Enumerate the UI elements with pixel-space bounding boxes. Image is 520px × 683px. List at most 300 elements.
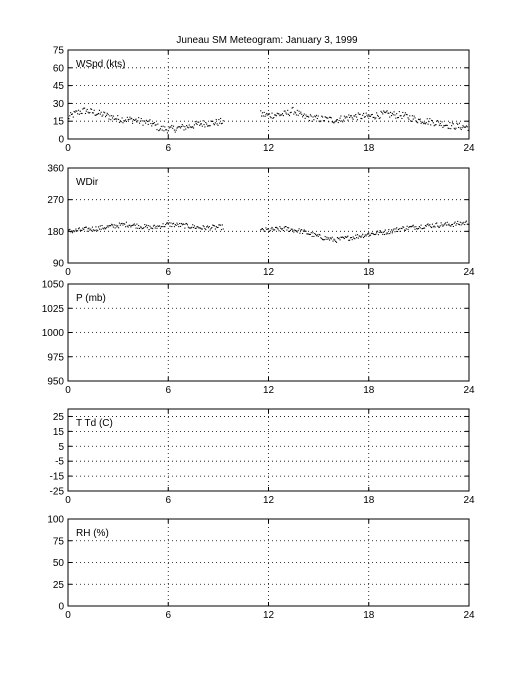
data-point: [154, 225, 155, 226]
data-point: [101, 112, 102, 113]
data-point: [283, 230, 284, 231]
data-point: [310, 234, 311, 235]
data-point: [356, 237, 357, 238]
data-point: [184, 228, 185, 229]
data-point: [137, 228, 138, 229]
data-point: [101, 116, 102, 117]
data-point: [454, 223, 455, 224]
panel-label: WDir: [76, 177, 99, 188]
data-point: [192, 224, 193, 225]
data-point: [148, 124, 149, 125]
data-point: [381, 232, 382, 233]
data-point: [122, 117, 123, 118]
data-point: [368, 233, 369, 234]
data-point: [89, 112, 90, 113]
data-point: [183, 129, 184, 130]
data-point: [394, 228, 395, 229]
data-point: [188, 127, 189, 128]
data-point: [202, 228, 203, 229]
y-tick-label: 1000: [41, 328, 64, 339]
data-point: [310, 114, 311, 115]
data-point: [388, 229, 389, 230]
data-point: [87, 231, 88, 232]
data-point: [408, 119, 409, 120]
data-point: [278, 230, 279, 231]
data-point: [181, 223, 182, 224]
x-tick-label: 18: [363, 267, 375, 278]
data-point: [430, 124, 431, 125]
y-tick-label: 950: [47, 376, 64, 388]
data-point: [396, 227, 397, 228]
data-point: [163, 126, 164, 127]
data-point: [317, 234, 318, 235]
data-point: [222, 224, 223, 225]
data-point: [168, 223, 169, 224]
data-point: [285, 112, 286, 113]
data-point: [469, 224, 470, 225]
data-point: [186, 223, 187, 224]
data-point: [448, 224, 449, 225]
data-point: [106, 227, 107, 228]
data-point: [201, 123, 202, 124]
x-tick-label: 24: [463, 495, 475, 506]
data-point: [298, 230, 299, 231]
data-point: [383, 110, 384, 111]
data-point: [360, 237, 361, 238]
data-point: [109, 115, 110, 116]
data-point: [415, 226, 416, 227]
data-point: [185, 129, 186, 130]
data-point: [293, 114, 294, 115]
data-point: [131, 118, 132, 119]
data-point: [460, 127, 461, 128]
data-point: [99, 110, 100, 111]
x-tick-label: 12: [262, 495, 275, 506]
data-point: [193, 227, 194, 228]
data-point: [68, 116, 69, 117]
data-point: [299, 111, 300, 112]
data-point: [160, 128, 161, 129]
data-point: [400, 231, 401, 232]
x-tick-label: 24: [463, 385, 475, 396]
data-point: [127, 117, 128, 118]
x-tick-label: 6: [165, 143, 172, 154]
data-point: [329, 240, 330, 241]
data-point: [119, 223, 120, 224]
data-point: [282, 113, 283, 114]
data-point: [160, 228, 161, 229]
data-point: [366, 235, 367, 236]
data-point: [88, 228, 89, 229]
data-point: [204, 228, 205, 229]
data-point: [156, 226, 157, 227]
data-point: [106, 115, 107, 116]
data-point: [387, 233, 388, 234]
data-point: [315, 116, 316, 117]
data-point: [394, 111, 395, 112]
data-point: [265, 231, 266, 232]
data-point: [456, 123, 457, 124]
data-point: [220, 225, 221, 226]
data-point: [402, 112, 403, 113]
data-point: [105, 228, 106, 229]
data-point: [120, 225, 121, 226]
data-point: [320, 120, 321, 121]
data-point: [459, 123, 460, 124]
data-point: [351, 237, 352, 238]
data-point: [447, 125, 448, 126]
data-point: [219, 123, 220, 124]
data-point: [195, 121, 196, 122]
data-point: [141, 227, 142, 228]
x-tick-label: 12: [262, 610, 275, 621]
data-point: [98, 113, 99, 114]
data-point: [444, 223, 445, 224]
data-point: [469, 126, 470, 127]
data-point: [467, 126, 468, 127]
data-point: [327, 239, 328, 240]
panel-label: T Td (C): [76, 418, 113, 429]
data-point: [422, 122, 423, 123]
data-point: [303, 115, 304, 116]
data-point: [146, 120, 147, 121]
data-point: [173, 223, 174, 224]
data-point: [385, 230, 386, 231]
data-point: [421, 123, 422, 124]
data-point: [171, 125, 172, 126]
data-point: [462, 223, 463, 224]
data-point: [95, 115, 96, 116]
data-point: [347, 236, 348, 237]
data-point: [122, 122, 123, 123]
data-point: [75, 229, 76, 230]
data-point: [363, 237, 364, 238]
data-point: [262, 112, 263, 113]
data-point: [461, 129, 462, 130]
data-point: [105, 116, 106, 117]
data-point: [438, 121, 439, 122]
data-point: [404, 115, 405, 116]
data-point: [183, 126, 184, 127]
data-point: [140, 121, 141, 122]
data-point: [421, 225, 422, 226]
data-point: [108, 226, 109, 227]
data-point: [419, 226, 420, 227]
data-point: [299, 113, 300, 114]
data-point: [87, 109, 88, 110]
x-tick-label: 12: [262, 267, 275, 278]
data-point: [441, 224, 442, 225]
data-point: [223, 228, 224, 229]
x-tick-label: 0: [65, 385, 71, 396]
data-point: [390, 231, 391, 232]
data-point: [462, 125, 463, 126]
data-point: [334, 240, 335, 241]
data-point: [339, 239, 340, 240]
data-point: [399, 111, 400, 112]
data-point: [210, 125, 211, 126]
data-point: [73, 230, 74, 231]
data-point: [174, 130, 175, 131]
data-point: [443, 225, 444, 226]
data-point: [455, 129, 456, 130]
data-point: [210, 228, 211, 229]
data-point: [216, 119, 217, 120]
data-point: [354, 238, 355, 239]
data-point: [125, 119, 126, 120]
data-point: [370, 116, 371, 117]
data-point: [321, 238, 322, 239]
data-point: [393, 230, 394, 231]
y-tick-label: 975: [47, 352, 64, 364]
data-point: [272, 228, 273, 229]
data-point: [380, 117, 381, 118]
data-point: [326, 239, 327, 240]
data-point: [429, 224, 430, 225]
data-point: [107, 225, 108, 226]
data-point: [265, 227, 266, 228]
data-point: [164, 226, 165, 227]
data-point: [132, 123, 133, 124]
data-point: [352, 117, 353, 118]
data-point: [149, 229, 150, 230]
x-tick-label: 18: [363, 610, 375, 621]
data-point: [169, 226, 170, 227]
data-point: [317, 118, 318, 119]
data-point: [392, 113, 393, 114]
data-point: [156, 129, 157, 130]
data-point: [459, 224, 460, 225]
data-point: [409, 115, 410, 116]
data-point: [377, 115, 378, 116]
data-point: [170, 222, 171, 223]
data-point: [403, 116, 404, 117]
data-point: [361, 118, 362, 119]
data-point: [367, 115, 368, 116]
y-tick-label: 0: [58, 134, 64, 146]
data-point: [465, 127, 466, 128]
data-point: [100, 225, 101, 226]
data-point: [452, 224, 453, 225]
y-tick-label: 60: [52, 63, 64, 75]
data-point: [221, 229, 222, 230]
data-point: [81, 113, 82, 114]
data-point: [315, 234, 316, 235]
data-point: [333, 122, 334, 123]
data-point: [428, 225, 429, 226]
data-point: [440, 123, 441, 124]
data-point: [82, 228, 83, 229]
data-point: [376, 112, 377, 113]
data-point: [155, 227, 156, 228]
data-point: [301, 229, 302, 230]
data-point: [403, 227, 404, 228]
data-point: [336, 242, 337, 243]
data-point: [337, 237, 338, 238]
data-point: [370, 235, 371, 236]
data-point: [169, 222, 170, 223]
data-point: [450, 226, 451, 227]
data-point: [107, 113, 108, 114]
data-point: [312, 121, 313, 122]
data-point: [268, 228, 269, 229]
data-point: [104, 227, 105, 228]
x-tick-label: 6: [165, 267, 172, 278]
data-point: [116, 119, 117, 120]
data-point: [380, 111, 381, 112]
data-point: [119, 122, 120, 123]
y-tick-label: 15: [52, 116, 64, 128]
data-point: [349, 117, 350, 118]
data-point: [145, 226, 146, 227]
data-point: [126, 222, 127, 223]
data-point: [355, 235, 356, 236]
data-point: [302, 116, 303, 117]
data-point: [163, 130, 164, 131]
data-point: [397, 231, 398, 232]
data-point: [415, 120, 416, 121]
data-point: [270, 230, 271, 231]
data-point: [331, 117, 332, 118]
data-point: [460, 222, 461, 223]
data-point: [289, 115, 290, 116]
data-point: [279, 226, 280, 227]
data-point: [457, 221, 458, 222]
data-point: [104, 112, 105, 113]
data-point: [129, 225, 130, 226]
data-point: [411, 121, 412, 122]
data-point: [197, 124, 198, 125]
data-point: [302, 233, 303, 234]
data-point: [360, 114, 361, 115]
data-point: [362, 115, 363, 116]
data-point: [390, 112, 391, 113]
data-point: [172, 128, 173, 129]
data-point: [79, 227, 80, 228]
data-point: [358, 112, 359, 113]
data-point: [395, 228, 396, 229]
data-point: [304, 113, 305, 114]
data-point: [367, 116, 368, 117]
data-point: [134, 223, 135, 224]
data-point: [178, 226, 179, 227]
data-point: [189, 124, 190, 125]
data-point: [269, 113, 270, 114]
data-point: [116, 226, 117, 227]
data-point: [278, 229, 279, 230]
data-point: [154, 122, 155, 123]
y-tick-label: 30: [52, 98, 64, 110]
data-point: [457, 124, 458, 125]
data-point: [401, 118, 402, 119]
data-point: [386, 233, 387, 234]
data-point: [181, 126, 182, 127]
data-point: [407, 117, 408, 118]
data-point: [144, 224, 145, 225]
data-point: [299, 233, 300, 234]
data-point: [383, 232, 384, 233]
data-point: [367, 234, 368, 235]
data-point: [436, 222, 437, 223]
data-point: [414, 226, 415, 227]
data-point: [327, 118, 328, 119]
data-point: [283, 115, 284, 116]
data-point: [112, 224, 113, 225]
data-point: [266, 113, 267, 114]
data-point: [399, 228, 400, 229]
data-point: [297, 110, 298, 111]
data-point: [176, 223, 177, 224]
data-point: [313, 119, 314, 120]
data-point: [207, 226, 208, 227]
data-point: [300, 112, 301, 113]
data-point: [446, 225, 447, 226]
data-point: [394, 231, 395, 232]
data-point: [324, 239, 325, 240]
data-point: [199, 125, 200, 126]
data-point: [453, 123, 454, 124]
data-point: [179, 223, 180, 224]
data-point: [414, 117, 415, 118]
data-point: [130, 226, 131, 227]
data-point: [303, 231, 304, 232]
data-point: [95, 226, 96, 227]
data-point: [169, 127, 170, 128]
data-point: [212, 121, 213, 122]
data-point: [424, 227, 425, 228]
data-point: [205, 122, 206, 123]
data-point: [468, 130, 469, 131]
data-point: [208, 227, 209, 228]
data-point: [220, 118, 221, 119]
data-point: [141, 118, 142, 119]
data-point: [203, 120, 204, 121]
data-point: [69, 229, 70, 230]
data-point: [405, 112, 406, 113]
data-point: [333, 241, 334, 242]
data-point: [157, 124, 158, 125]
data-point: [260, 110, 261, 111]
data-point: [149, 226, 150, 227]
data-point: [128, 226, 129, 227]
data-point: [129, 117, 130, 118]
data-point: [420, 119, 421, 120]
data-point: [325, 236, 326, 237]
data-point: [407, 229, 408, 230]
data-point: [428, 121, 429, 122]
data-point: [278, 113, 279, 114]
data-point: [379, 232, 380, 233]
data-point: [112, 117, 113, 118]
panel-0: [53, 46, 475, 155]
data-point: [69, 115, 70, 116]
data-point: [365, 116, 366, 117]
data-point: [353, 236, 354, 237]
data-point: [148, 225, 149, 226]
data-point: [117, 115, 118, 116]
data-point: [215, 228, 216, 229]
data-point: [439, 125, 440, 126]
data-point: [375, 234, 376, 235]
data-point: [164, 126, 165, 127]
data-point: [290, 230, 291, 231]
data-point: [328, 237, 329, 238]
data-point: [108, 114, 109, 115]
data-point: [217, 123, 218, 124]
data-point: [395, 118, 396, 119]
data-point: [386, 111, 387, 112]
data-point: [281, 114, 282, 115]
